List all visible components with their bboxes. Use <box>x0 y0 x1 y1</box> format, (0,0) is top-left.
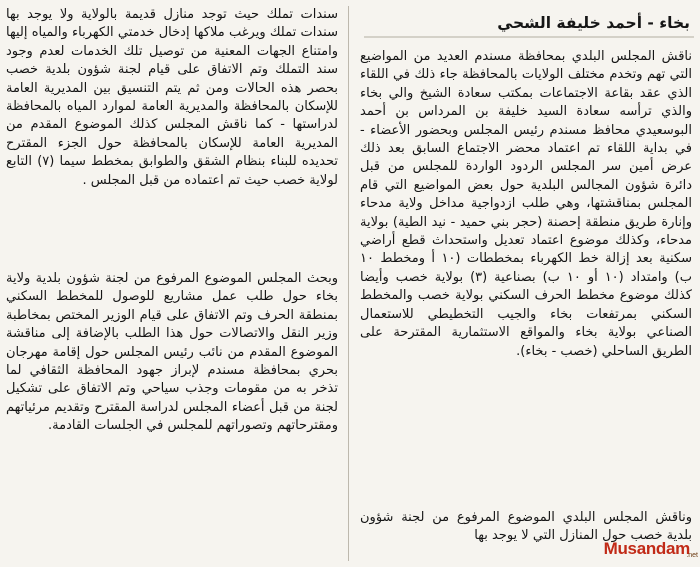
article-paragraph: وناقش المجلس البلدي الموضوع المرفوع من لجنة شؤون بلدية خصب حول المنازل التي لا يوجد بها <box>360 510 692 544</box>
article-paragraph: وبحث المجلس الموضوع المرفوع من لجنة شؤون بلدية ولاية بخاء حول طلب عمل مشاريع للوصول للمخطط السكني بمنطقة الحرف وتم الاتفاق على قيام الوزير المختص بمخاطبة وزير النقل والاتصالات حول هذا الطلب بالإضافة إلى مناقشة الموضوع المقدم من نائب رئيس المجلس حول إقامة مهرجان بحري بمحافظة مسندم لإبراز جهود المحافظة الثقافي لما تذخر به من مقومات وجذب سياحي وتم الاتفاق على تشكيل لجنة من قبل أعضاء المجلس لدراسة المقترح وتقديم مرئياتهم ومقترحاتهم وتصوراتهم للمجلس في الجلسات القادمة. <box>6 271 338 434</box>
watermark-text: Musandam <box>603 539 690 558</box>
watermark-suffix: .net <box>686 552 698 559</box>
article-column-left <box>0 0 346 567</box>
article-paragraph: سندات تملك حيث توجد منازل قديمة بالولاية ولا يوجد بها سندات تملك ويرغب ملاكها إدخال خدمتي الكهرباء والمياه إليها وامتناع الجهات المعنية من توصيل تلك الخدمات لعدم وجود سند التملك وتم الاتفاق على قيام لجنة شؤون بلدية خصب بحصر هذه الحالات ومن ثم يتم التنسيق بين المديرية العامة للإسكان بالمحافظة والمديرية العامة لموارد المياه بالمحافظة لدراستها - كما ناقش المجلس كذلك الموضوع المقدم من المديرية العامة للإسكان بالمحافظة حول الجزء المقترح تحديده للبناء بنظام الشقق والطوابق بمخطط سيما (٧) التابع لولاية خصب حيث تم اعتماده من قبل المجلس . <box>6 7 338 188</box>
column-divider <box>348 6 349 561</box>
article-byline: بخاء - أحمد خليفة الشحي <box>364 8 694 38</box>
article-column-right <box>354 0 700 567</box>
article-paragraph: ناقش المجلس البلدي بمحافظة مسندم العديد من المواضيع التي تهم وتخدم مختلف الولايات بالمحافظة جاء ذلك في اللقاء الذي عقد بقاعة الاجتماعات بمكتب سعادة الشيخ والي بخاء والذي ترأسه سعادة السيد خليفة بن المرداس بن أحمد البوسعيدي محافظ مسندم رئيس المجلس وبحضور الأعضاء - في بداية اللقاء تم اعتماد محضر الاجتماع السابق بعد ذلك عرض أمين سر المجلس الردود الواردة للمجلس من قبل دائرة شؤون المجالس البلدية حول بعض المواضيع التي قام المجلس بمناقشتها، وهي طلب ازدواجية مداخل ولاية مدحاء وإنارة طريق منطقة إحصنة (حجر بني حميد - نيد الطية) بولاية مدحاء، وكذلك موضوع اعتماد تعديل واستحداث قطع أراضي سكنية بعد إزالة خط الكهرباء بمخططات (١٠ أ ومخطط ١٠ ب) وامتداد (١٠ أو ١٠ ب) بصناعية (٣) بولاية خصب وأيضا كذلك موضوع مخطط الحرف السكني بولاية خصب والمخطط السكني بمرتفعات بخاء والجيب التخطيطي للاستعمال الصناعي بولاية بخاء والمواقع الاستثمارية المقترحة على الطريق الساحلي (خصب - بخاء). <box>360 49 692 359</box>
